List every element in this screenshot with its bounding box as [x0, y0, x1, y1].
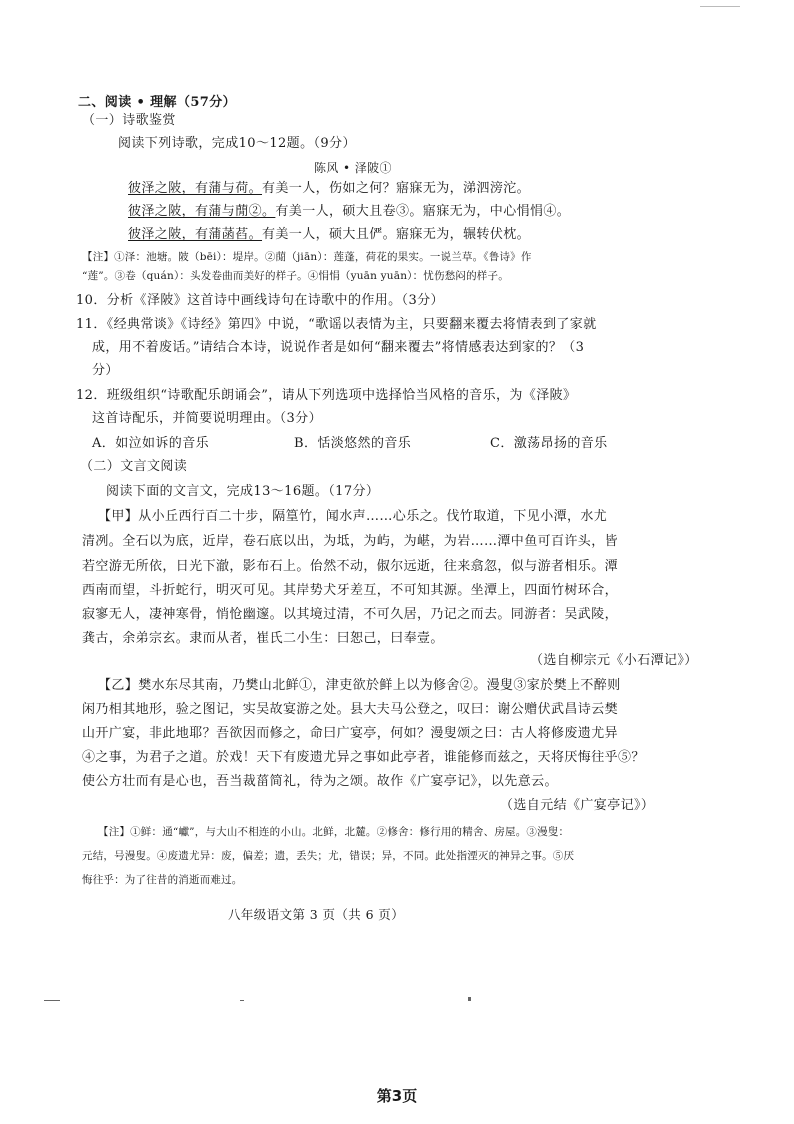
question-10: 10．分析《泽陂》这首诗中画线诗句在诗歌中的作用。（3分）	[76, 293, 444, 308]
scan-mark	[44, 1000, 60, 1001]
poem-line-1-rest: 有美一人，伤如之何？寤寐无为，涕泗滂沱。	[262, 181, 531, 196]
scan-mark	[240, 1000, 244, 1001]
section-title: 二、阅读 • 理解（57分）	[78, 95, 237, 110]
yi-source: （选自元结《广宴亭记》）	[500, 798, 655, 813]
yi-line-4: ④之事，为君子之道。於戏！天下有废遗尤异之事如此亭者，谁能修而兹之，天将厌悔往乎⑤？	[82, 750, 645, 765]
part1-title: （一）诗歌鉴赏	[82, 113, 176, 128]
jia-line-5: 寂寥无人，凄神寒骨，悄怆幽邃。以其境过清，不可久居，乃记之而去。同游者：吴武陵，	[82, 607, 619, 622]
jia-line-4: 西南而望，斗折蛇行，明灭可见。其岸势犬牙差互，不可知其源。坐潭上，四面竹树环合，	[82, 583, 619, 598]
question-12-line-2: 这首诗配乐，并简要说明理由。（3分）	[92, 411, 322, 426]
option-a: A．如泣如诉的音乐	[92, 436, 209, 451]
part2-intro: 阅读下面的文言文，完成13～16题。（17分）	[106, 484, 380, 499]
jia-line-3: 若空游无所依，日光下澈，影布石上。佁然不动，俶尔远逝，往来翕忽，似与游者相乐。潭	[82, 559, 619, 574]
yi-line-3: 山开广宴，非此地耶？吾欲因而修之，命曰广宴亭，何如？漫叟颂之曰：古人将修废遗尤异	[82, 726, 619, 741]
poem-note-1: 【注】①泽：池塘。陂（bēi）：堤岸。②蕑（jiān）：莲蓬，荷花的果实。一说兰草。《鲁诗》作	[82, 251, 532, 263]
question-11-line-1: 11．《经典常谈》《诗经》第四》中说，“歌谣以表情为主，只要翻来覆去将情表到了家就	[76, 317, 597, 332]
yi-note-3: 悔往乎：为了往昔的消逝而难过。	[82, 874, 243, 886]
option-c: C．激荡昂扬的音乐	[490, 436, 608, 451]
yi-line-5: 使公方壮而有是心也，吾当裁菑简礼，待为之颂。故作《广宴亭记》，以先意云。	[82, 774, 558, 789]
question-12-line-1: 12．班级组织“诗歌配乐朗诵会”，请从下列选项中选择恰当风格的音乐，为《泽陂》	[76, 388, 577, 403]
scan-mark	[700, 6, 740, 7]
poem-line-1-underlined: 彼泽之陂，有蒲与荷。	[128, 181, 263, 196]
poem-line-3	[128, 226, 530, 244]
poem-line-2	[128, 203, 570, 221]
jia-line-1: 【甲】从小丘西行百二十步，隔篁竹，闻水声……心乐之。伐竹取道，下见小潭，水尤	[98, 509, 608, 524]
poem-note-2: “莲”。③卷（quán）：头发卷曲而美好的样子。④悁悁（yuān yuān）：忧伤愁闷的样子。	[82, 270, 509, 282]
page-number-label: 第3页	[376, 1087, 418, 1105]
jia-line-6: 龚古，余弟宗玄。隶而从者，崔氏二小生：曰恕己，曰奉壹。	[82, 631, 444, 646]
poem-line-2-underlined: 彼泽之陂，有蒲与蕑②。	[128, 204, 276, 219]
jia-source: （选自柳宗元《小石潭记》）	[530, 653, 698, 668]
jia-line-2: 清冽。全石以为底，近岸，卷石底以出，为坻，为屿，为嵁，为岩……潭中鱼可百许头，皆	[82, 534, 619, 549]
poem-line-2-rest: 有美一人，硕大且卷③。寤寐无为，中心悁悁④。	[275, 204, 571, 219]
poem-line-3-rest: 有美一人，硕大且俨。寤寐无为，辗转伏枕。	[262, 227, 531, 242]
poem-line-3-underlined: 彼泽之陂，有蒲菡萏。	[128, 227, 263, 242]
scan-mark	[468, 997, 471, 1001]
part2-title: （二）文言文阅读	[80, 459, 188, 474]
question-11-line-3: 分）	[92, 363, 119, 378]
page-footer: 八年级语文第 3 页（共 6 页）	[228, 907, 405, 922]
poem-line-1	[128, 180, 530, 198]
yi-note-1: 【注】①鲜：通“巘”，与大山不相连的小山。北鲜，北麓。②修舍：修行用的精舍、房屋。③漫叟：	[98, 826, 570, 838]
poem-title: 陈风 • 泽陂①	[314, 161, 392, 175]
yi-line-1: 【乙】樊水东尽其南，乃樊山北鲜①，津吏欲於鲜上以为修舍②。漫叟③家於樊上不醉则	[98, 678, 621, 693]
question-11-line-2: 成，用不着废话。”请结合本诗，说说作者是如何“翻来覆去”将情感表达到家的？（3	[92, 340, 585, 355]
yi-line-2: 闲乃相其地形，验之图记，实吴故宴游之处。县大夫马公登之，叹曰：谢公赠伏武昌诗云樊	[82, 702, 619, 717]
option-b: B．恬淡悠然的音乐	[294, 436, 412, 451]
part1-intro: 阅读下列诗歌，完成10～12题。（9分）	[118, 136, 356, 151]
yi-note-2: 元结，号漫叟。④废遗尤异：废，偏差；遗，丢失；尤，错误；异，不同。此处指湮灭的神异之事。⑤厌	[82, 850, 575, 862]
